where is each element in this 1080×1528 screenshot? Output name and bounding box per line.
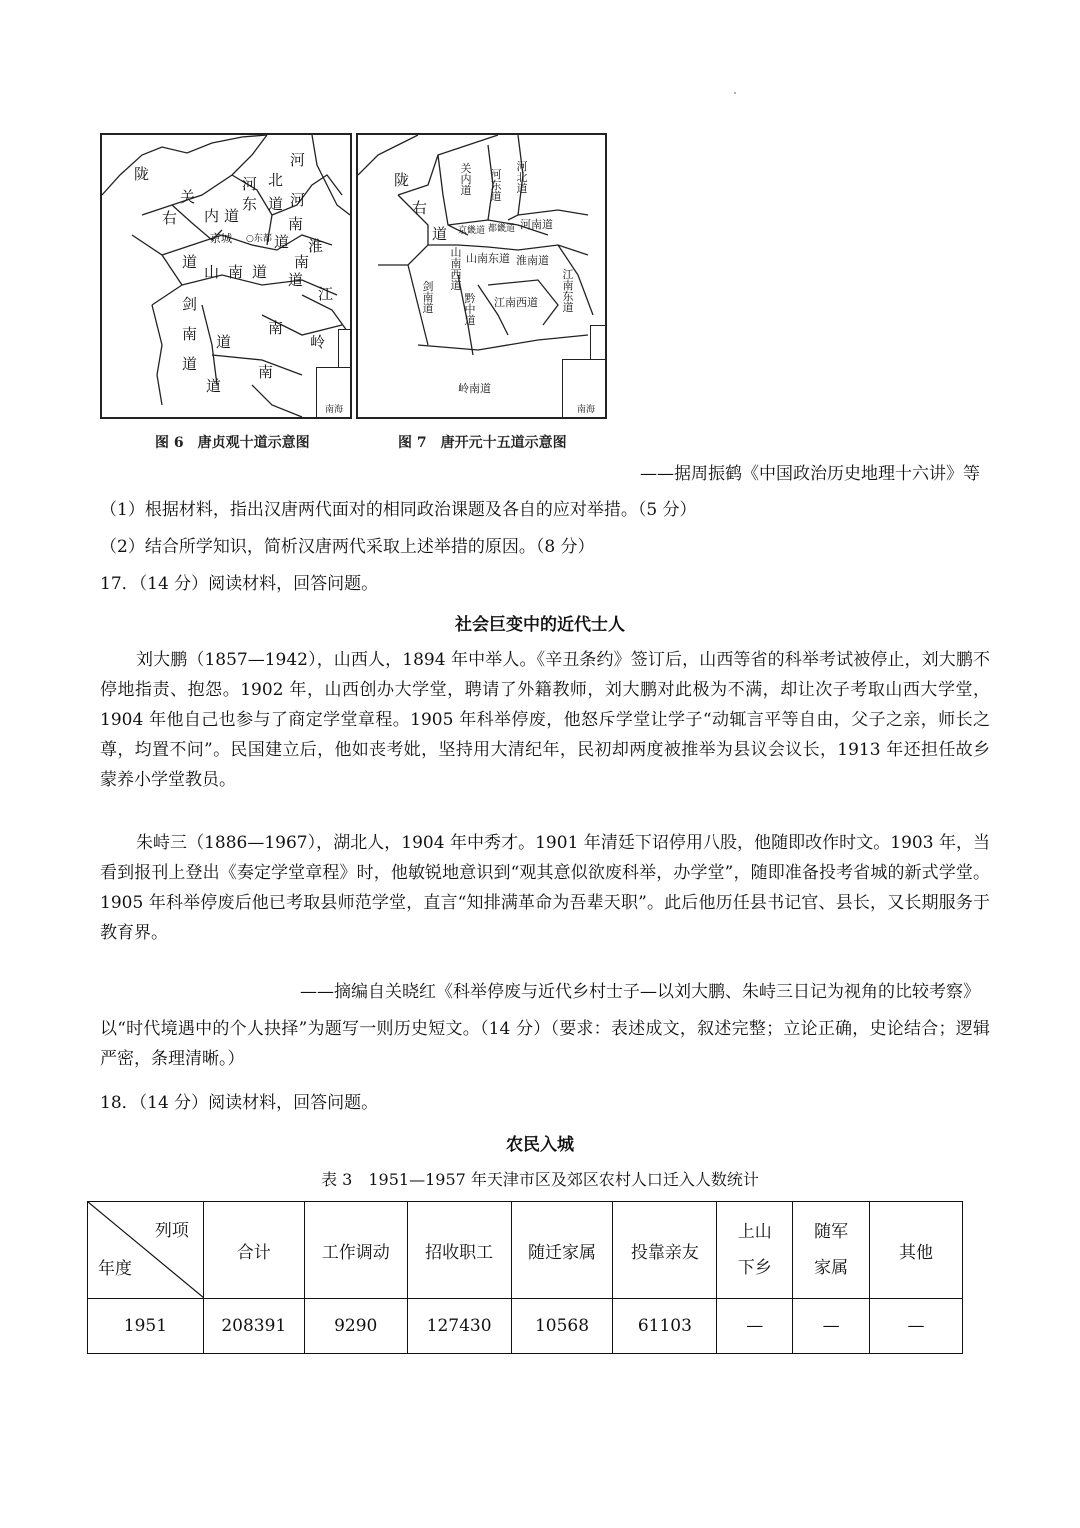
map-label: 江 bbox=[318, 285, 334, 303]
table-row bbox=[88, 1299, 963, 1354]
map-label: 道 bbox=[182, 253, 198, 271]
map-label: 山南西道 bbox=[450, 246, 462, 292]
question-2: （2）结合所学知识，简析汉唐两代采取上述举措的原因。（8 分） bbox=[100, 537, 595, 557]
table-cell: — bbox=[717, 1299, 793, 1354]
map-caption-fig6: 图 6 唐贞观十道示意图 bbox=[155, 435, 310, 451]
section-title: 社会巨变中的近代士人 bbox=[455, 615, 625, 635]
writing-task: 以“时代境遇中的个人抉择”为题写一则历史短文。（14 分）（要求：表述成文，叙述完整；立论正确，史论结合；逻辑严密，条理清晰。） bbox=[100, 1019, 990, 1069]
year-cell: 1951 bbox=[88, 1299, 204, 1354]
map-label: 南 bbox=[288, 215, 304, 233]
map-label: 陇 bbox=[134, 165, 150, 183]
map-label: 南 bbox=[228, 263, 244, 281]
column-header: 上山 下乡 bbox=[717, 1202, 793, 1299]
map-label: 关 bbox=[180, 188, 196, 206]
statistics-table bbox=[87, 1201, 963, 1354]
map-label: 右 bbox=[162, 209, 178, 227]
map-label: 河 bbox=[290, 151, 306, 169]
map-label: 南 bbox=[294, 253, 310, 271]
map-label: ○东都 bbox=[246, 234, 272, 244]
map-fig7 bbox=[356, 133, 607, 419]
map-label: 南 bbox=[268, 319, 284, 337]
map-label: 道 bbox=[252, 263, 268, 281]
map-label: 京城 bbox=[210, 232, 232, 245]
corner-cell bbox=[88, 1202, 204, 1299]
map-label: 河北道 bbox=[516, 160, 528, 195]
map-label: 河 bbox=[290, 191, 306, 209]
table-cell: 10568 bbox=[511, 1299, 613, 1354]
map-label: 岭南道 bbox=[458, 382, 491, 395]
map-label: 河南道 bbox=[520, 218, 553, 231]
map-label: 道 bbox=[288, 271, 304, 289]
map-label: 关内道 bbox=[460, 162, 472, 197]
map-label: 道 bbox=[206, 377, 222, 395]
table-header-row bbox=[88, 1202, 963, 1299]
map-label: 河东道 bbox=[490, 168, 502, 203]
table-cell: 208391 bbox=[203, 1299, 304, 1354]
map-label: 道 bbox=[224, 207, 240, 225]
map-label: 道 bbox=[216, 333, 232, 351]
column-header: 招收职工 bbox=[407, 1202, 511, 1299]
map-label: 山南东道 bbox=[466, 252, 510, 265]
source-citation: ——据周振鹤《中国政治历史地理十六讲》等 bbox=[640, 464, 980, 484]
map-label: 南海 bbox=[577, 405, 596, 415]
table-cell: — bbox=[870, 1299, 963, 1354]
map-label: 江南东道 bbox=[562, 268, 574, 314]
map-label: 北 bbox=[268, 171, 284, 189]
column-header: 其他 bbox=[870, 1202, 963, 1299]
map-label: 京畿道 bbox=[458, 226, 486, 236]
column-header: 投靠亲友 bbox=[613, 1202, 717, 1299]
material-paragraph-2: 朱峙三（1886—1967），湖北人，1904 年中秀才。1901 年清廷下诏停用八股，他随即改作时文。1903 年，当看到报刊上登出《奏定学堂章程》时，他敏锐地意识到“观其意似欲废科举，办学堂”，随即准备投考省城的新式学堂。1905 年科举停废后他已考取县师范学堂，直言“知排满革命为吾辈天职”。此后他历任县书记官、县长，又长期服务于教育界。 bbox=[100, 833, 990, 943]
map-label: 江南西道 bbox=[494, 296, 538, 309]
map-fig6 bbox=[100, 133, 352, 419]
table-cell: 127430 bbox=[407, 1299, 511, 1354]
map-label: 岭 bbox=[310, 333, 326, 351]
table-caption: 表 3 1951—1957 年天津市区及郊区农村人口迁入人数统计 bbox=[321, 1170, 759, 1189]
map-label: 淮 bbox=[308, 237, 324, 255]
map-label: 剑 bbox=[182, 295, 198, 313]
table-cell: 9290 bbox=[304, 1299, 407, 1354]
map-label: 道 bbox=[268, 195, 284, 213]
column-header: 随迁家属 bbox=[511, 1202, 613, 1299]
map-label: 南 bbox=[182, 325, 198, 343]
map-label: 内 bbox=[204, 207, 220, 225]
map-label: 山 bbox=[204, 263, 220, 281]
map-label: 黔中道 bbox=[464, 292, 476, 327]
question-1: （1）根据材料，指出汉唐两代面对的相同政治课题及各自的应对举措。（5 分） bbox=[100, 500, 697, 520]
map-label: 淮南道 bbox=[516, 254, 549, 267]
corner-row-label: 年度 bbox=[98, 1259, 132, 1279]
map-label: 南海 bbox=[325, 405, 344, 415]
question-17-header: 17．（14 分）阅读材料，回答问题。 bbox=[100, 574, 379, 594]
material-paragraph-1: 刘大鹏（1857—1942），山西人，1894 年中举人。《辛丑条约》签订后，山西等省的科举考试被停止，刘大鹏不停地指责、抱怨。1902 年，山西创办大学堂，聘请了外籍教师，刘大鹏对此极为不满，却让次子考取山西大学堂，1904 年他自己也参与了商定学堂章程。1905 年科举停废，他怒斥学堂让学子“动辄言平等自由，父子之亲，师长之尊，均置不问”。民国建立后，他如丧考妣，坚持用大清纪年，民初却两度被推举为县议会议长，1913 年还担任故乡蒙养小学堂教员。 bbox=[100, 650, 990, 790]
map-label: 道 bbox=[432, 225, 448, 243]
map-label: 陇 bbox=[394, 171, 410, 189]
map-label: 右 bbox=[412, 199, 428, 217]
map-label: 剑南道 bbox=[422, 280, 434, 315]
corner-column-label: 列项 bbox=[154, 1221, 189, 1241]
south-sea-inset bbox=[562, 359, 607, 419]
map-caption-fig7: 图 7 唐开元十五道示意图 bbox=[398, 435, 567, 451]
table-cell: — bbox=[793, 1299, 870, 1354]
map-label: 南 bbox=[258, 363, 274, 381]
table-cell: 61103 bbox=[613, 1299, 717, 1354]
section-title: 农民入城 bbox=[506, 1135, 574, 1155]
speck bbox=[734, 92, 736, 94]
map-label: 道 bbox=[182, 355, 198, 373]
map-label: 都畿道 bbox=[488, 224, 516, 234]
map-label: 东 bbox=[242, 195, 258, 213]
source-citation: ——摘编自关晓红《科举停废与近代乡村士子—以刘大鹏、朱峙三日记为视角的比较考察》 bbox=[300, 982, 980, 1002]
column-header: 工作调动 bbox=[304, 1202, 407, 1299]
map-label: 河 bbox=[242, 175, 258, 193]
column-header: 合计 bbox=[203, 1202, 304, 1299]
south-sea-inset bbox=[316, 367, 352, 419]
column-header: 随军 家属 bbox=[793, 1202, 870, 1299]
question-18-header: 18．（14 分）阅读材料，回答问题。 bbox=[100, 1093, 379, 1113]
map-label: 道 bbox=[274, 233, 290, 251]
